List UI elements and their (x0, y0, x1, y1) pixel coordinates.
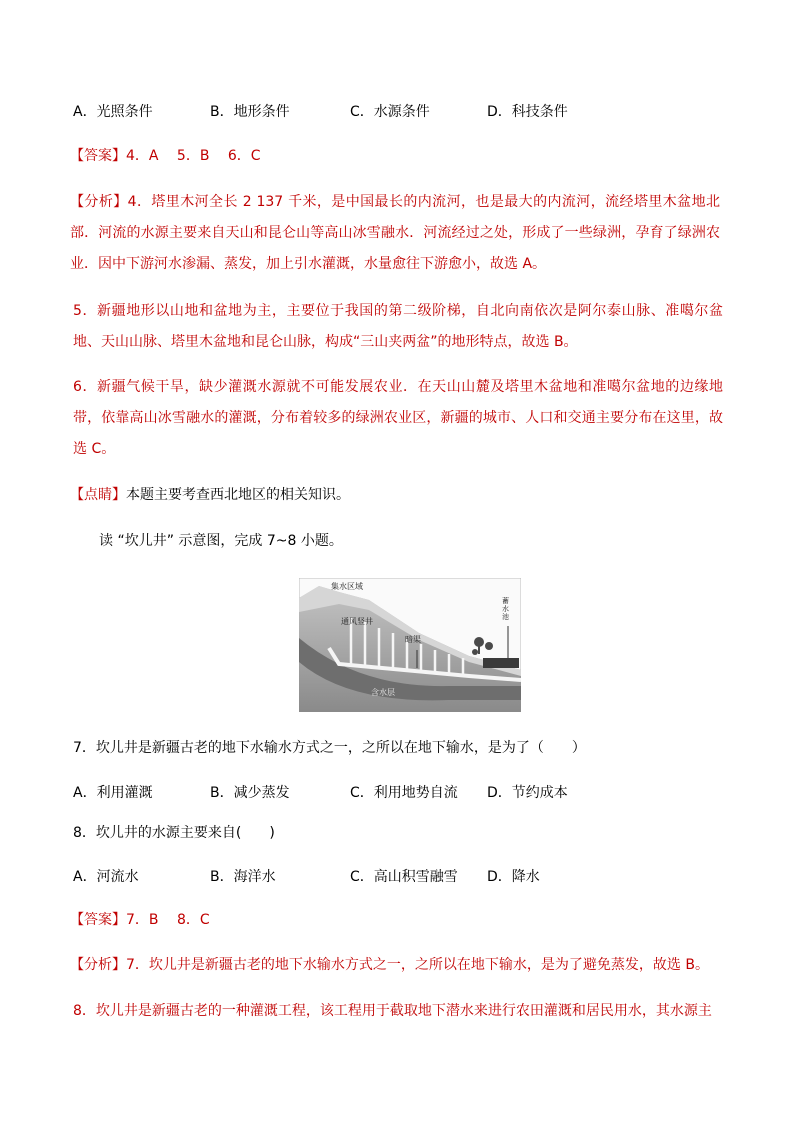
q6-option-a: A．光照条件 (73, 104, 153, 120)
q8-option-a: A．河流水 (73, 869, 139, 885)
analysis-paragraph-8: 8．坎儿井是新疆古老的一种灌溉工程，该工程用于截取地下潜水来进行农田灌溉和居民用水，其水源主 (73, 1003, 712, 1019)
label-reservoir-2: 水 (502, 605, 509, 613)
q6-options (73, 101, 733, 121)
answer-line-2 (70, 910, 210, 930)
q6-option-b: B．地形条件 (210, 104, 290, 120)
q8-option-b: B．海洋水 (210, 869, 276, 885)
q7-option-d: D．节约成本 (487, 785, 568, 801)
q7-option-b: B．减少蒸发 (210, 785, 290, 801)
analysis-paragraph-5: 5．新疆地形以山地和盆地为主，主要位于我国的第二级阶梯，自北向南依次是阿尔泰山脉、准噶尔盆地、天山山脉、塔里木盆地和昆仑山脉，构成“三山夹两盆”的地形特点，故选 B。 (73, 303, 723, 350)
q8-stem: 8．坎儿井的水源主要来自( ) (73, 825, 275, 841)
karez-diagram-svg (299, 578, 521, 712)
analysis-tag: 【分析】 (70, 194, 128, 210)
q7-option-c: C．利用地势自流 (350, 785, 458, 801)
label-canal: 暗渠 (405, 635, 421, 644)
analysis-tag-2: 【分析】 (70, 957, 126, 973)
label-reservoir-3: 池 (502, 613, 509, 621)
q8-option-d: D．降水 (487, 869, 540, 885)
reservoir-block (483, 658, 519, 668)
question-intro: 读 “坎儿井” 示意图，完成 7~8 小题。 (99, 533, 343, 549)
answer-text-2: 7．B 8．C (126, 912, 210, 928)
label-catchment: 集水区域 (331, 582, 363, 591)
q6-option-d: D．科技条件 (487, 104, 568, 120)
answer-tag-2: 【答案】 (70, 912, 126, 928)
comment-tag: 【点睛】 (70, 487, 126, 503)
q8-options (73, 866, 733, 886)
answer-line-1 (70, 146, 261, 166)
label-reservoir-1: 蓄 (502, 597, 509, 605)
answer-tag: 【答案】 (70, 148, 126, 164)
karez-diagram (299, 578, 521, 712)
analysis-paragraph-6: 6．新疆气候干旱，缺少灌溉水源就不可能发展农业．在天山山麓及塔里木盆地和准噶尔盆地的边缘地带，依靠高山冰雪融水的灌溉，分布着较多的绿洲农业区，新疆的城市、人口和交通主要分布在这里，故选 C。 (73, 379, 723, 457)
comment-line (70, 485, 350, 505)
label-shaft: 通风竖井 (341, 617, 373, 626)
q7-stem: 7．坎儿井是新疆古老的地下水输水方式之一，之所以在地下输水，是为了（ ） (73, 740, 586, 756)
analysis-paragraph-4 (70, 187, 720, 280)
q8-option-c: C．高山积雪融雪 (350, 869, 458, 885)
q7-options (73, 782, 733, 802)
q7-option-a: A．利用灌溉 (73, 785, 153, 801)
comment-text: 本题主要考查西北地区的相关知识。 (126, 487, 350, 503)
label-aquifer: 含水层 (371, 688, 395, 697)
analysis-paragraph-7 (70, 955, 709, 975)
analysis-text-4: 4．塔里木河全长 2 137 千米，是中国最长的内流河，也是最大的内流河，流经塔里木盆地北部．河流的水源主要来自天山和昆仑山等高山冰雪融水．河流经过之处，形成了一些绿洲，孕育了绿洲农业．因中下游河水渗漏、蒸发，加上引水灌溉，水量愈往下游愈小，故选 A。 (70, 194, 721, 272)
analysis-text-7: 7．坎儿井是新疆古老的地下水输水方式之一，之所以在地下输水，是为了避免蒸发，故选 B。 (126, 957, 709, 973)
answer-text: 4．A 5．B 6．C (126, 148, 261, 164)
q6-option-c: C．水源条件 (350, 104, 430, 120)
